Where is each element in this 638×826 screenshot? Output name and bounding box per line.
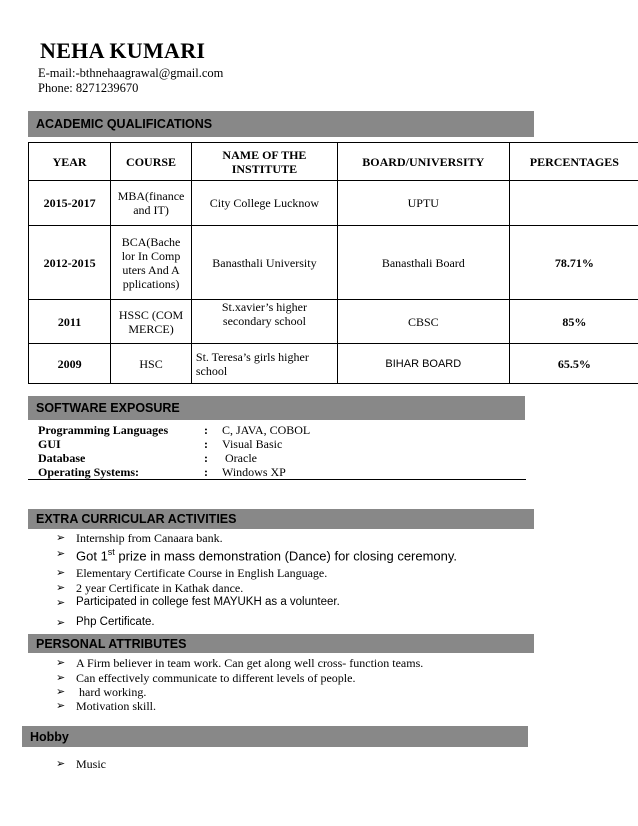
table-header-row [29, 143, 638, 181]
software-label: Operating Systems: [38, 465, 139, 479]
list-item [38, 465, 310, 479]
divider [28, 479, 526, 480]
candidate-name: NEHA KUMARI [40, 38, 206, 63]
list-item [38, 437, 310, 451]
list-item [56, 566, 616, 581]
arrow-bullet-icon: ➢ [56, 582, 66, 594]
table-row [29, 344, 638, 384]
list-item-text: hard working. [76, 685, 147, 699]
list-item [56, 547, 616, 566]
list-item-text: Can effectively communicate to different levels of people. [76, 671, 356, 685]
col-institute: NAME OF THE INSTITUTE [191, 143, 337, 181]
software-section-header: SOFTWARE EXPOSURE [28, 396, 525, 420]
email-text: E-mail:-bthnehaagrawal@gmail.com [38, 66, 224, 80]
cell-year: 2009 [29, 344, 111, 384]
list-item [56, 581, 616, 596]
cell-percent: 65.5% [509, 344, 638, 384]
software-value: Oracle [222, 451, 257, 465]
list-item [56, 685, 616, 699]
arrow-bullet-icon: ➢ [56, 657, 66, 669]
hobby-section-header: Hobby [22, 726, 528, 747]
cell-institute: St.xavier’s higher secondary school [191, 300, 337, 344]
col-course: COURSE [111, 143, 192, 181]
list-item [56, 757, 256, 772]
table-row [29, 226, 638, 300]
list-item [56, 596, 616, 614]
hobby-list [56, 757, 256, 772]
list-item-text: 2 year Certificate in Kathak dance. [76, 581, 244, 595]
cell-board: CBSC [337, 300, 509, 344]
personal-list [56, 656, 616, 713]
cell-course: BCA(Bachelor In Computers And Applications) [111, 226, 192, 300]
table-row [29, 181, 638, 226]
list-item-text: Got 1 [76, 548, 108, 564]
arrow-bullet-icon: ➢ [56, 758, 66, 770]
software-label: Database [38, 451, 86, 465]
arrow-bullet-icon: ➢ [56, 548, 66, 560]
list-item-text: Internship from Canaara bank. [76, 531, 223, 545]
colon: : [204, 423, 208, 437]
cell-board: BIHAR BOARD [337, 344, 509, 384]
cell-institute: City College Lucknow [191, 181, 337, 226]
list-item-text: Elementary Certificate Course in English Language. [76, 566, 328, 580]
list-item-text: prize in mass demonstration (Dance) for closing ceremony. [114, 548, 458, 564]
list-item-text: A Firm believer in team work. Can get along well cross- function teams. [76, 656, 424, 670]
list-item-text: Php Certificate. [76, 616, 155, 628]
academic-table [28, 142, 638, 384]
cell-institute: Banasthali University [191, 226, 337, 300]
cell-year: 2012-2015 [29, 226, 111, 300]
academic-section-header: ACADEMIC QUALIFICATIONS [28, 111, 534, 137]
arrow-bullet-icon: ➢ [56, 672, 66, 684]
list-item-text: Motivation skill. [76, 699, 157, 713]
extra-section-header: EXTRA CURRICULAR ACTIVITIES [28, 509, 534, 529]
extra-list [56, 531, 616, 632]
cell-percent [509, 181, 638, 226]
list-item-text: Music [76, 757, 106, 771]
cell-institute: St. Teresa’s girls higher school [191, 344, 337, 384]
software-value: C, JAVA, COBOL [222, 423, 311, 437]
list-item [38, 451, 310, 465]
colon: : [204, 437, 208, 451]
cell-year: 2015-2017 [29, 181, 111, 226]
cell-percent: 78.71% [509, 226, 638, 300]
cell-course: MBA(finance and IT) [111, 181, 192, 226]
arrow-bullet-icon: ➢ [56, 597, 66, 609]
cell-percent: 85% [509, 300, 638, 344]
arrow-bullet-icon: ➢ [56, 700, 66, 712]
colon: : [204, 465, 208, 479]
list-item [38, 423, 310, 437]
list-item [56, 699, 616, 713]
list-item [56, 656, 616, 671]
list-item-text: Participated in college fest MAYUKH as a volunteer. [76, 596, 340, 608]
arrow-bullet-icon: ➢ [56, 686, 66, 698]
arrow-bullet-icon: ➢ [56, 567, 66, 579]
cell-year: 2011 [29, 300, 111, 344]
list-item [56, 531, 616, 547]
superscript: st [107, 547, 115, 557]
col-percent: PERCENTAGES [509, 143, 638, 181]
phone-text: Phone: 8271239670 [38, 81, 139, 95]
software-list [38, 423, 310, 479]
arrow-bullet-icon: ➢ [56, 532, 66, 544]
colon: : [204, 451, 208, 465]
col-year: YEAR [29, 143, 111, 181]
software-value: Windows XP [222, 465, 286, 479]
cell-board: Banasthali Board [337, 226, 509, 300]
list-item [56, 671, 616, 685]
cell-board: UPTU [337, 181, 509, 226]
software-value: Visual Basic [222, 437, 283, 451]
list-item [56, 614, 616, 632]
arrow-bullet-icon: ➢ [56, 617, 66, 629]
cell-course: HSSC (COMMERCE) [111, 300, 192, 344]
software-label: GUI [38, 437, 61, 451]
col-board: BOARD/UNIVERSITY [337, 143, 509, 181]
cell-course: HSC [111, 344, 192, 384]
personal-section-header: PERSONAL ATTRIBUTES [28, 634, 534, 653]
software-label: Programming Languages [38, 423, 169, 437]
table-row [29, 300, 638, 344]
